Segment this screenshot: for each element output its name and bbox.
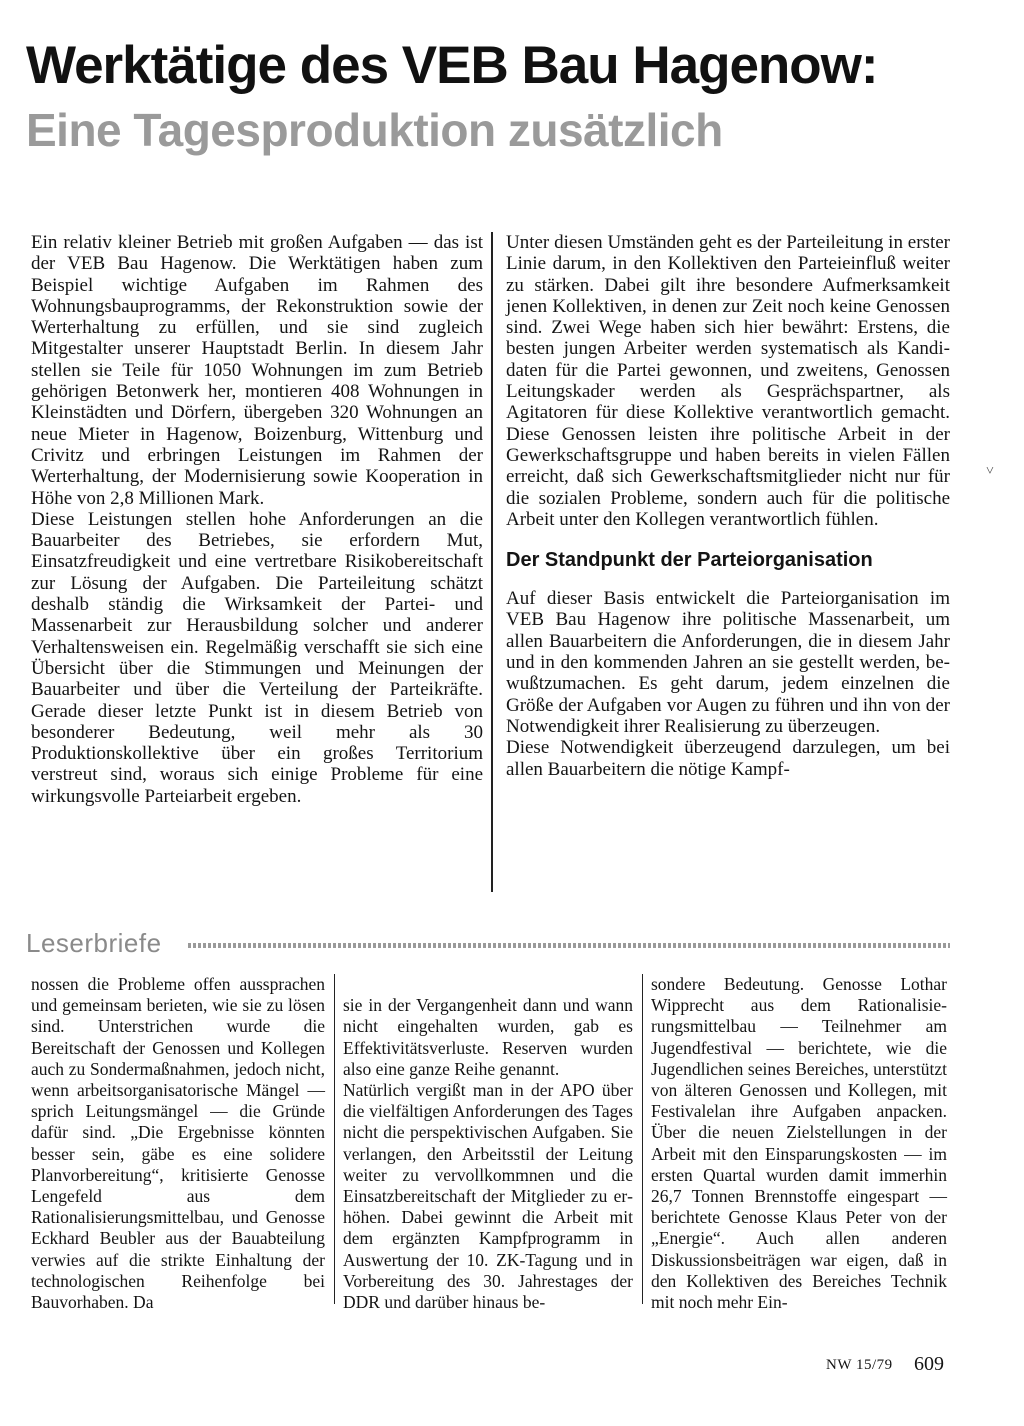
article-left-column xyxy=(31,232,483,807)
subheadline: Eine Tagesproduktion zusätzlich xyxy=(26,104,723,156)
leserbriefe-rule xyxy=(188,943,950,948)
article-paragraph: Unter diesen Umständen geht es der Parteileitung in erster Linie darum, in den Kollektiven den Parteieinfluß weiter zu stärken. Dabei gilt ihre besondere Aufmerksamkeit jenen Kollektiven, in denen zur Zeit noch keine Genossen sind. Zwei Wege haben sich hier bewährt: Erstens, die besten jungen Arbeiter werden systematisch als Kandidaten für die Partei gewonnen, und zweitens, Genossen Leitungskader werden als Gesprächspartner, als Agitatoren für diese Kollektive verantwortlich gemacht. Diese Genossen leisten ihre politische Arbeit in der Gewerkschaftsgruppe und haben bereits in vielen Fällen erreicht, daß sich Gewerkschaftsmitglieder nicht nur für die sozialen Probleme, sondern auch für die politische Arbeit unter den Kollegen verantwortlich fühlen. xyxy=(506,232,950,530)
article-paragraph: Diese Leistungen stellen hohe Anforderungen an die Bauarbeiter des Betriebes, sie erfordern Mut, Einsatzfreudigkeit und eine vertretbare Risikobereitschaft zur Lösung der Aufgaben. Die Parteileitung schätzt deshalb ständig die Wirksamkeit der Partei- und Massenarbeit zur Herausbildung solcher und anderer Verhaltensweisen ein. Regelmäßig verschafft sie sich eine Übersicht über die Stimmungen und Meinungen der Bauarbeiter und über die Verteilung der Parteikräfte. Gerade dieser letzte Punkt ist in diesem Betrieb von besonderer Bedeutung, weil mehr als 30 Produktionskollektive über ein großes Territorium verstreut sind, woraus sich einige Probleme für eine wirkungsvolle Parteiarbeit ergeben. xyxy=(31,508,483,807)
letters-column-3 xyxy=(651,974,947,1313)
letters-text: sie in der Vergangenheit dann und wann nicht eingehalten wurden, gab es Effektivitätsverluste. Reserven wurden also eine ganze Reihe genannt. Natürlich vergißt man in der APO über die vielfältigen Anforderungen des Tages nicht die perspektivischen Aufgaben. Sie verlangen, den Arbeitsstil der Leitung weiter zu vervollkommnen und die Einsatzbereitschaft der Mitglieder zu erhöhen. Dabei gewinnt die Arbeit mit dem ergänzten Kampfprogramm in Auswertung der 10. ZK-Tagung und in Vorbereitung des 30. Jahrestages der DDR und darüber hinaus be- xyxy=(343,995,633,1313)
article-paragraph: Diese Notwendigkeit überzeugend darzulegen, um bei allen Bauarbeitern die nötige Kampf- xyxy=(506,737,950,780)
article-paragraph: Ein relativ kleiner Betrieb mit großen Aufgaben — das ist der VEB Bau Hagenow. Die Werktätigen haben zum Beispiel wichtige Aufgaben im Rahmen des Wohnungsbauprogramms, der Rekonstruktion sowie der Werterhaltung zu erfüllen, und sie sind zugleich Mitgestalter unserer Hauptstadt Berlin. In diesem Jahr stellen sie Teile für 1050 Wohnungen im zum Betrieb gehörigen Betonwerk her, montieren 408 Wohnungen in Kleinstädten und Dörfern, übergeben 320 Wohnungen an neue Mieter in Hagenow, Boizenburg, Wittenburg und Crivitz und erbringen Leistungen im Rahmen der Werterhaltung, der Modernisierung sowie Kooperation in Höhe von 2,8 Millionen Mark. xyxy=(31,232,483,509)
article-right-column xyxy=(506,232,950,780)
letters-column-1 xyxy=(31,974,325,1313)
page-number: 609 xyxy=(914,1353,944,1375)
letters-text: sondere Bedeutung. Genosse Lothar Wipprecht aus dem Rationalisierungsmittelbau — Teilnehmer am Jugendfestival — berichtete, wie die Jugendlichen seines Bereiches, unterstützt von älteren Genossen und Kollegen, mit Festivalelan ihre Aufgaben anpacken. Über die neuen Zielstellungen in der Arbeit mit den Einsparungskosten — im ersten Quartal wurden damit immerhin 26,7 Tonnen Brennstoffe eingespart — berichtete Genosse Klaus Peter von der „Energie“. Auch allen anderen Diskussionsbeiträgen war eigen, daß in den Kollektiven des Bereiches Technik mit noch mehr Ein- xyxy=(651,974,947,1313)
section-heading: Der Standpunkt der Parteiorganisation xyxy=(506,549,873,572)
letters-column-2 xyxy=(343,974,633,1334)
leserbriefe-label: Leserbriefe xyxy=(26,928,162,958)
margin-mark: ˅ xyxy=(986,464,994,479)
letters-text: nossen die Probleme offen aussprachen und gemeinsam berieten, wie sie zu lösen sind. Unterstrichen wurde die Bereitschaft der Genossen und Kollegen auch zu Sondermaßnahmen, jedoch nicht, wenn arbeitsorganisatorische Mängel — sprich Leitungsmängel — die Gründe dafür sind. „Die Ergebnisse könnten besser sein, gäbe es eine solidere Planvorbereitung“, kritisierte Genosse Lengefeld aus dem Rationalisierungsmittelbau, und Genosse Eckhard Beubler aus der Bauabteilung verwies auf die strikte Einhaltung der technologischen Reihenfolge bei Bauvorhaben. Da xyxy=(31,974,325,1313)
headline: Werktätige des VEB Bau Hagenow: xyxy=(26,36,878,95)
article-paragraph: Auf dieser Basis entwickelt die Parteiorganisation im VEB Bau Hagenow ihre politische Massenarbeit, um allen Bauarbeitern die Anforderungen, die in diesem Jahr und in den kommenden Jahren an sie gestellt werden, bewußtzumachen. Es geht darum, jedem einzelnen die Größe der Aufgaben vor Augen zu führen und ihn von der Notwendigkeit ihrer Realisierung zu überzeugen. xyxy=(506,588,950,737)
column-divider xyxy=(642,974,643,1304)
column-divider xyxy=(491,232,493,892)
issue-reference: NW 15/79 xyxy=(826,1357,893,1373)
column-divider xyxy=(334,974,335,1304)
